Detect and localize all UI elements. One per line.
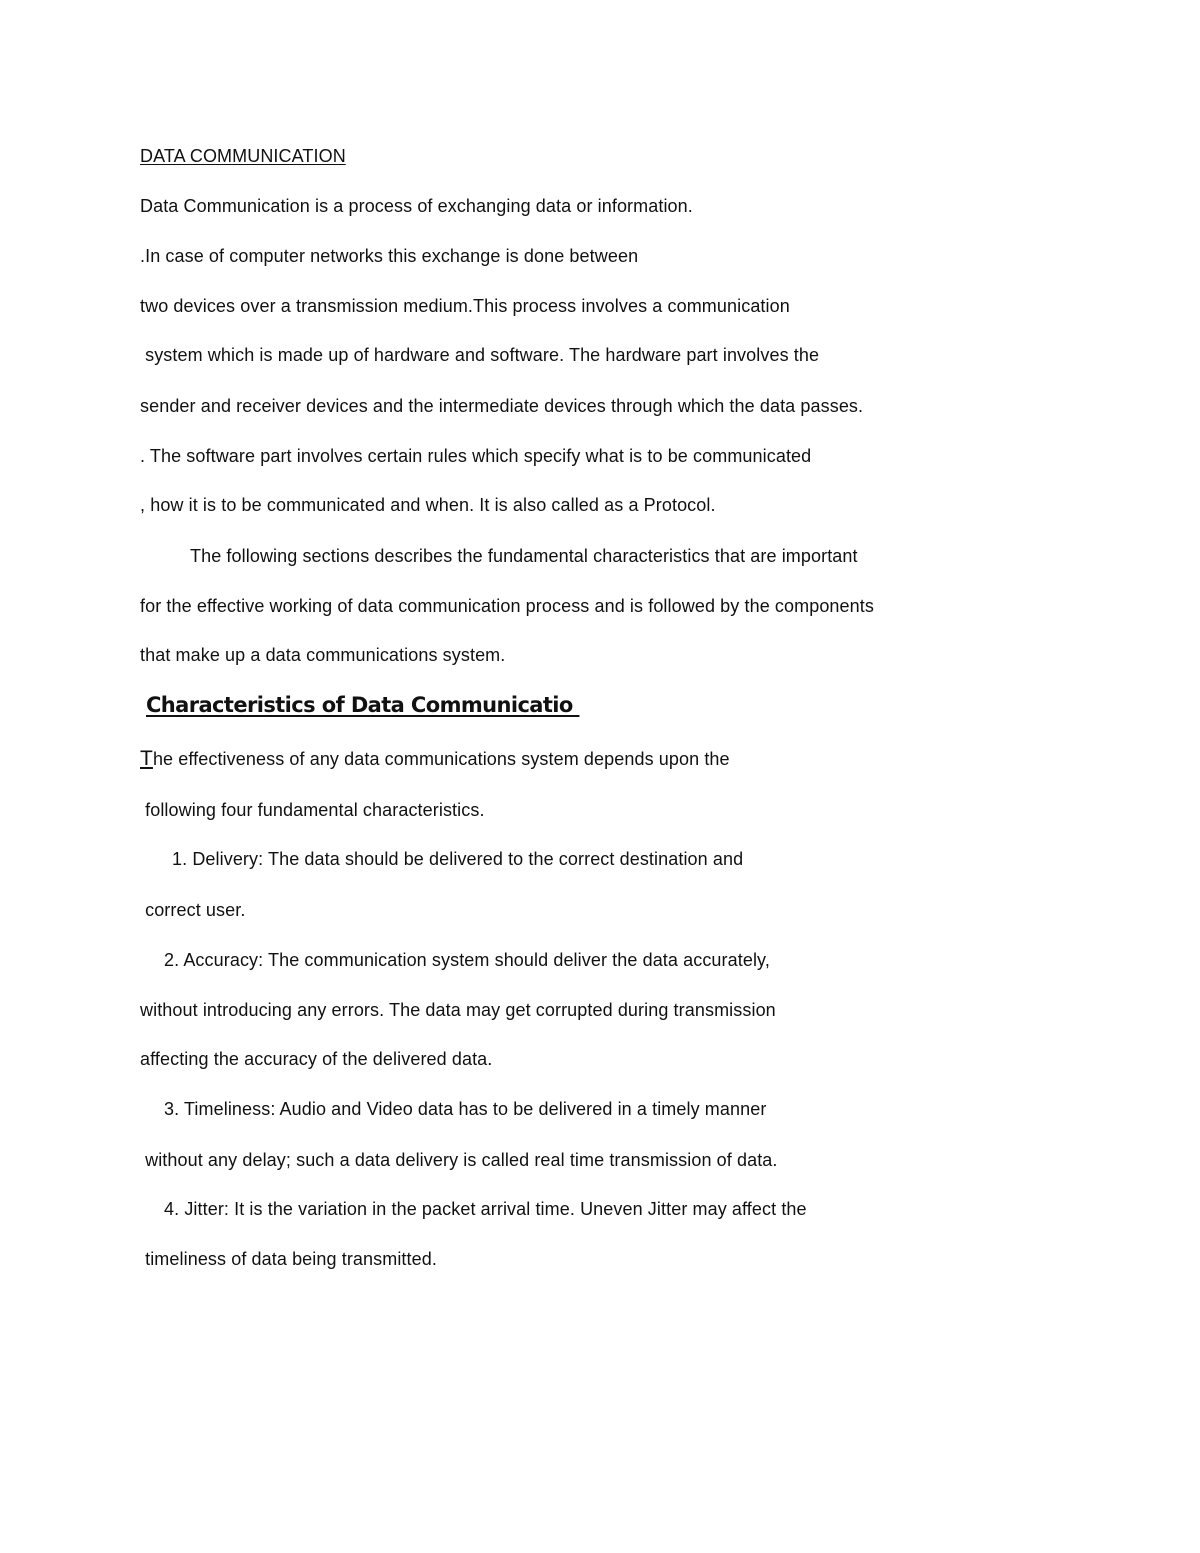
characteristics-intro-line-2: following four fundamental characteristics. — [140, 800, 485, 820]
following-line-3: that make up a data communications system. — [140, 645, 506, 665]
drop-cap-letter: T — [140, 747, 153, 770]
intro-line-5: sender and receiver devices and the intermediate devices through which the data passes. — [140, 396, 864, 416]
intro-line-7: , how it is to be communicated and when. It is also called as a Protocol. — [140, 495, 716, 515]
section-heading: Characteristics of Data Communicatio — [146, 693, 580, 717]
item-jitter-line-2: timeliness of data being transmitted. — [140, 1249, 437, 1269]
following-line-1: The following sections describes the fundamental characteristics that are important — [190, 546, 858, 566]
characteristics-intro-line-1 — [140, 748, 730, 770]
item-accuracy-line-2: without introducing any errors. The data may get corrupted during transmission — [140, 1000, 776, 1020]
following-line-2: for the effective working of data communication process and is followed by the components — [140, 596, 874, 616]
item-delivery-line-2: correct user. — [140, 900, 246, 920]
intro-line-3: two devices over a transmission medium.This process involves a communication — [140, 296, 790, 316]
item-jitter-line-1: 4. Jitter: It is the variation in the packet arrival time. Uneven Jitter may affect the — [164, 1199, 807, 1219]
intro-line-1: Data Communication is a process of exchanging data or information. — [140, 196, 693, 216]
intro-line-2: .In case of computer networks this exchange is done between — [140, 246, 639, 266]
document-title: DATA COMMUNICATION — [140, 146, 346, 166]
item-timeliness-line-1: 3. Timeliness: Audio and Video data has to be delivered in a timely manner — [164, 1099, 767, 1119]
intro-line-4: system which is made up of hardware and software. The hardware part involves the — [140, 345, 820, 365]
item-accuracy-line-1: 2. Accuracy: The communication system should deliver the data accurately, — [164, 950, 770, 970]
item-accuracy-line-3: affecting the accuracy of the delivered data. — [140, 1049, 493, 1069]
item-delivery-line-1: 1. Delivery: The data should be delivered to the correct destination and — [172, 849, 744, 869]
characteristics-intro-rest: he effectiveness of any data communications system depends upon the — [152, 749, 730, 769]
intro-line-6: . The software part involves certain rules which specify what is to be communicated — [140, 446, 812, 466]
item-timeliness-line-2: without any delay; such a data delivery is called real time transmission of data. — [140, 1150, 778, 1170]
